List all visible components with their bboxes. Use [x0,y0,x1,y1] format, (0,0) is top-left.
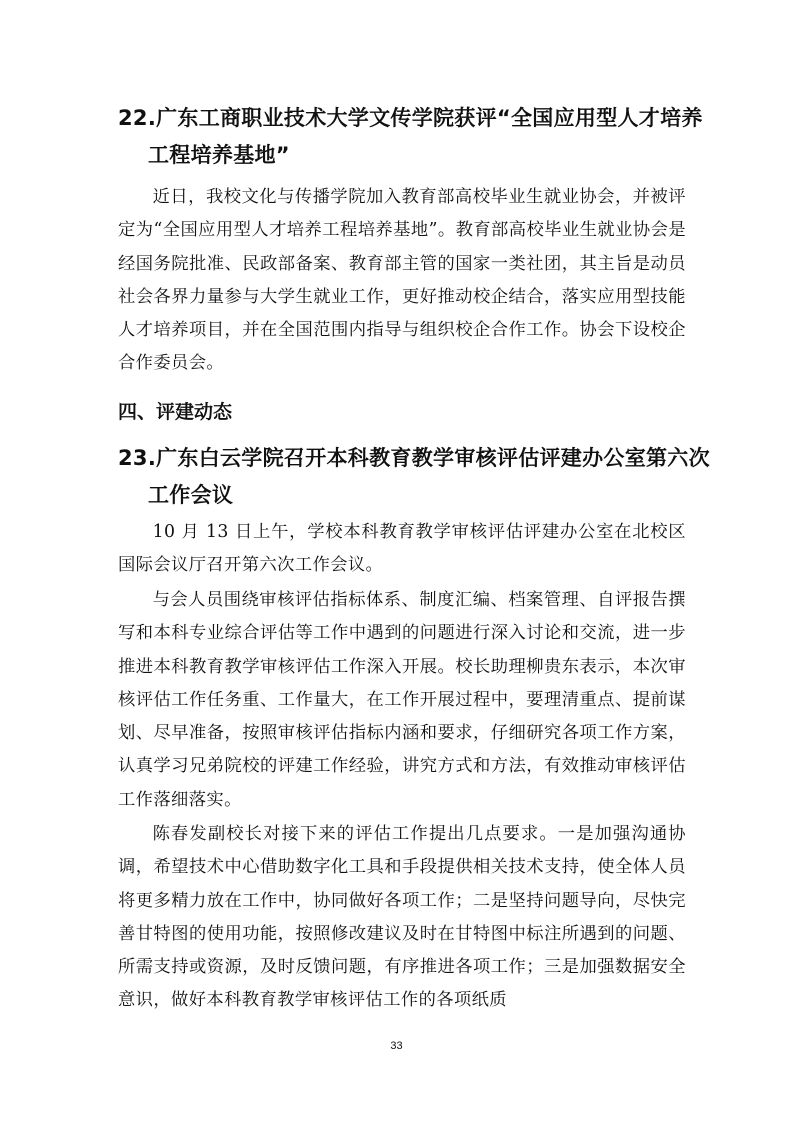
heading-four: 四、评建动态 [118,401,233,423]
section-22-paragraph: 近日，我校文化与传播学院加入教育部高校毕业生就业协会，并被评定为“全国应用型人才培养工程培养基地”。教育部高校毕业生就业协会是经国务院批准、民政部备案、教育部主管的国家一类社团，其主旨是动员社会各界力量参与大学生就业工作，更好推动校企结合，落实应用型技能人才培养项目，并在全国范围内指导与组织校企合作工作。协会下设校企合作委员会。 [118,187,686,374]
section-23-title [118,440,718,514]
section-23-paragraph-3: 陈春发副校长对接下来的评估工作提出几点要求。一是加强沟通协调，希望技术中心借助数字化工具和手段提供相关技术支持，使全体人员将更多精力放在工作中，协同做好各项工作；二是坚持问题导向，尽快完善甘特图的使用功能，按照修改建议及时在甘特图中标注所遇到的问题、所需支持或资源，及时反馈问题，有序推进各项工作；三是加强数据安全意识，做好本科教育教学审核评估工作的各项纸质 [118,824,686,1011]
section-22-title-line1: 广东工商职业技术大学文传学院获评“全国应用型人才培养 [156,106,703,130]
section-22-title-line2: 工程培养基地” [148,143,290,167]
section-23-paragraph-2: 与会人员围绕审核评估指标体系、制度汇编、档案管理、自评报告撰写和本科专业综合评估等工作中遇到的问题进行深入讨论和交流，进一步推进本科教育教学审核评估工作深入开展。校长助理柳贵东表示，本次审核评估工作任务重、工作量大，在工作开展过程中，要理清重点、提前谋划、尽早准备，按照审核评估指标内涵和要求，仔细研究各项工作方案，认真学习兄弟院校的评建工作经验，讲究方式和方法，有效推动审核评估工作落细落实。 [118,590,686,810]
page-number: 33 [390,1040,403,1052]
section-22-title [118,100,718,174]
section-23-title-line1: 广东白云学院召开本科教育教学审核评估评建办公室第六次 [156,446,710,470]
section-23-title-line2: 工作会议 [148,483,234,507]
section-22-number: 22. [118,106,157,130]
section-23-number: 23. [118,446,157,470]
section-23-paragraph-1: 10 月 13 日上午，学校本科教育教学审核评估评建办公室在北校区国际会议厅召开第六次工作会议。 [118,522,686,576]
